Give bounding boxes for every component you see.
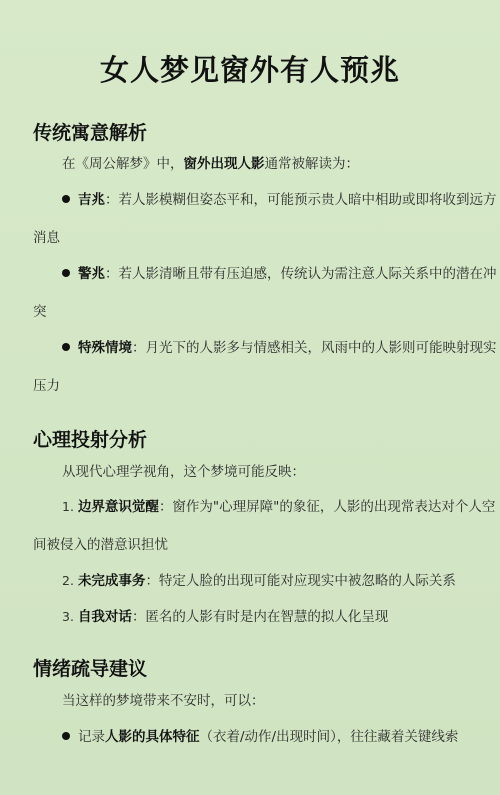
list-item-continuation: 间被侵入的潜意识担忧 <box>33 537 168 553</box>
item-text-pre: 记录 <box>78 729 105 745</box>
page-title: 女人梦见窗外有人预兆 <box>99 53 400 87</box>
intro-text-post: 通常被解读为： <box>264 156 359 172</box>
list-item-boundary <box>62 497 495 517</box>
bullet-icon <box>62 195 70 203</box>
section-heading-psychology: 心理投射分析 <box>33 429 148 451</box>
item-number: 3. <box>62 609 74 624</box>
list-item-omen-warning <box>62 264 497 284</box>
item-text-post: （衣着/动作/出现时间），往往藏着关键线索 <box>199 729 459 745</box>
intro-text-bold: 窗外出现人影 <box>183 156 265 172</box>
item-label: 边界意识觉醒 <box>77 499 159 515</box>
item-number: 2. <box>62 573 74 588</box>
item-label: 警兆 <box>78 266 105 282</box>
item-label: 特殊情境 <box>78 340 132 356</box>
item-label: 人影的具体特征 <box>105 729 200 745</box>
section1-intro <box>62 154 359 174</box>
bullet-icon <box>62 732 70 740</box>
item-text: ：若人影清晰且带有压迫感，传统认为需注意人际关系中的潜在冲 <box>105 266 497 282</box>
list-item-continuation: 压力 <box>33 378 60 394</box>
item-label: 未完成事务 <box>77 573 146 589</box>
list-item-unfinished <box>62 571 456 591</box>
list-item-special-context <box>62 338 497 358</box>
bullet-icon <box>62 269 70 277</box>
item-text: ：月光下的人影多与情感相关，风雨中的人影则可能映射现实 <box>132 340 497 356</box>
list-item-continuation: 消息 <box>33 230 60 246</box>
intro-text-pre: 在《周公解梦》中， <box>62 156 184 172</box>
list-item-self-dialogue <box>62 607 388 627</box>
list-item-continuation: 突 <box>33 304 47 320</box>
item-text: ：窗作为"心理屏障"的象征，人影的出现常表达对个人空 <box>158 499 496 515</box>
item-number: 1. <box>62 499 74 514</box>
bullet-icon <box>62 343 70 351</box>
item-label: 吉兆 <box>78 192 105 208</box>
item-text: ：特定人脸的出现可能对应现实中被忽略的人际关系 <box>145 573 456 589</box>
item-text: ：匿名的人影有时是内在智慧的拟人化呈现 <box>131 609 389 625</box>
section-heading-advice: 情绪疏导建议 <box>33 658 148 680</box>
list-item-record <box>62 727 458 747</box>
section-heading-traditional: 传统寓意解析 <box>33 122 148 144</box>
section3-intro: 当这样的梦境带来不安时，可以： <box>62 693 265 709</box>
item-text: ：若人影模糊但姿态平和，可能预示贵人暗中相助或即将收到远方 <box>105 192 497 208</box>
item-label: 自我对话 <box>77 609 132 625</box>
list-item-omen-good <box>62 190 497 210</box>
section2-intro: 从现代心理学视角，这个梦境可能反映： <box>62 464 305 480</box>
